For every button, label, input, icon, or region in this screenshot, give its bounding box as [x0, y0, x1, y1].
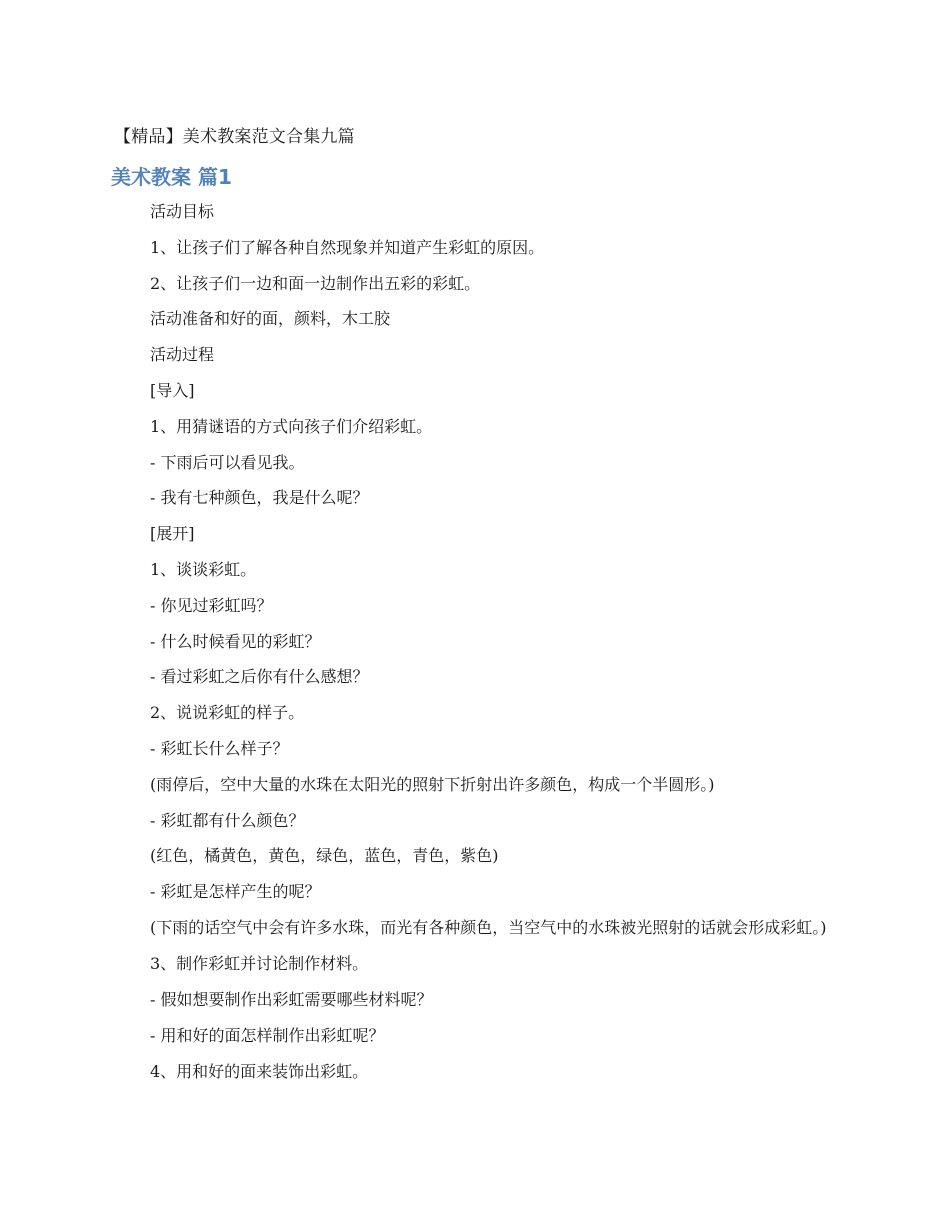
- paragraph: 3、制作彩虹并讨论制作材料。: [150, 954, 369, 974]
- paragraph: - 彩虹是怎样产生的呢？: [150, 882, 321, 902]
- paragraph: - 假如想要制作出彩虹需要哪些材料呢？: [150, 989, 433, 1009]
- document-body: [114, 200, 834, 1095]
- document-title: 【精品】美术教案范文合集九篇: [114, 127, 355, 147]
- paragraph: [导入]: [150, 380, 195, 400]
- paragraph: - 我有七种颜色，我是什么呢？: [150, 488, 369, 508]
- paragraph: 活动准备和好的面，颜料，木工胶: [150, 309, 391, 329]
- paragraph: - 彩虹都有什么颜色？: [150, 810, 305, 830]
- paragraph: - 彩虹长什么样子？: [150, 738, 289, 758]
- paragraph: (下雨的话空气中会有许多水珠，而光有各种颜色，当空气中的水珠被光照射的话就会形成彩虹。): [150, 917, 827, 937]
- paragraph: 2、说说彩虹的样子。: [150, 703, 305, 723]
- paragraph: 1、用猜谜语的方式向孩子们介绍彩虹。: [150, 416, 433, 436]
- paragraph: - 下雨后可以看见我。: [150, 452, 305, 472]
- paragraph: 活动目标: [150, 202, 215, 221]
- section-heading: 美术教案 篇1: [111, 165, 232, 189]
- paragraph: [展开]: [150, 524, 195, 544]
- paragraph: - 用和好的面怎样制作出彩虹呢？: [150, 1025, 385, 1045]
- paragraph: 4、用和好的面来装饰出彩虹。: [150, 1061, 369, 1081]
- paragraph: 活动过程: [150, 345, 215, 365]
- paragraph: - 看过彩虹之后你有什么感想？: [150, 667, 369, 687]
- paragraph: - 你见过彩虹吗？: [150, 595, 273, 615]
- paragraph: - 什么时候看见的彩虹？: [150, 631, 321, 651]
- paragraph: 2、让孩子们一边和面一边制作出五彩的彩虹。: [150, 273, 481, 293]
- paragraph: (雨停后，空中大量的水珠在太阳光的照射下折射出许多颜色，构成一个半圆形。): [150, 774, 715, 794]
- paragraph: 1、谈谈彩虹。: [150, 559, 257, 579]
- paragraph: (红色，橘黄色，黄色，绿色，蓝色，青色，紫色): [150, 846, 499, 866]
- paragraph: 1、让孩子们了解各种自然现象并知道产生彩虹的原因。: [150, 237, 545, 257]
